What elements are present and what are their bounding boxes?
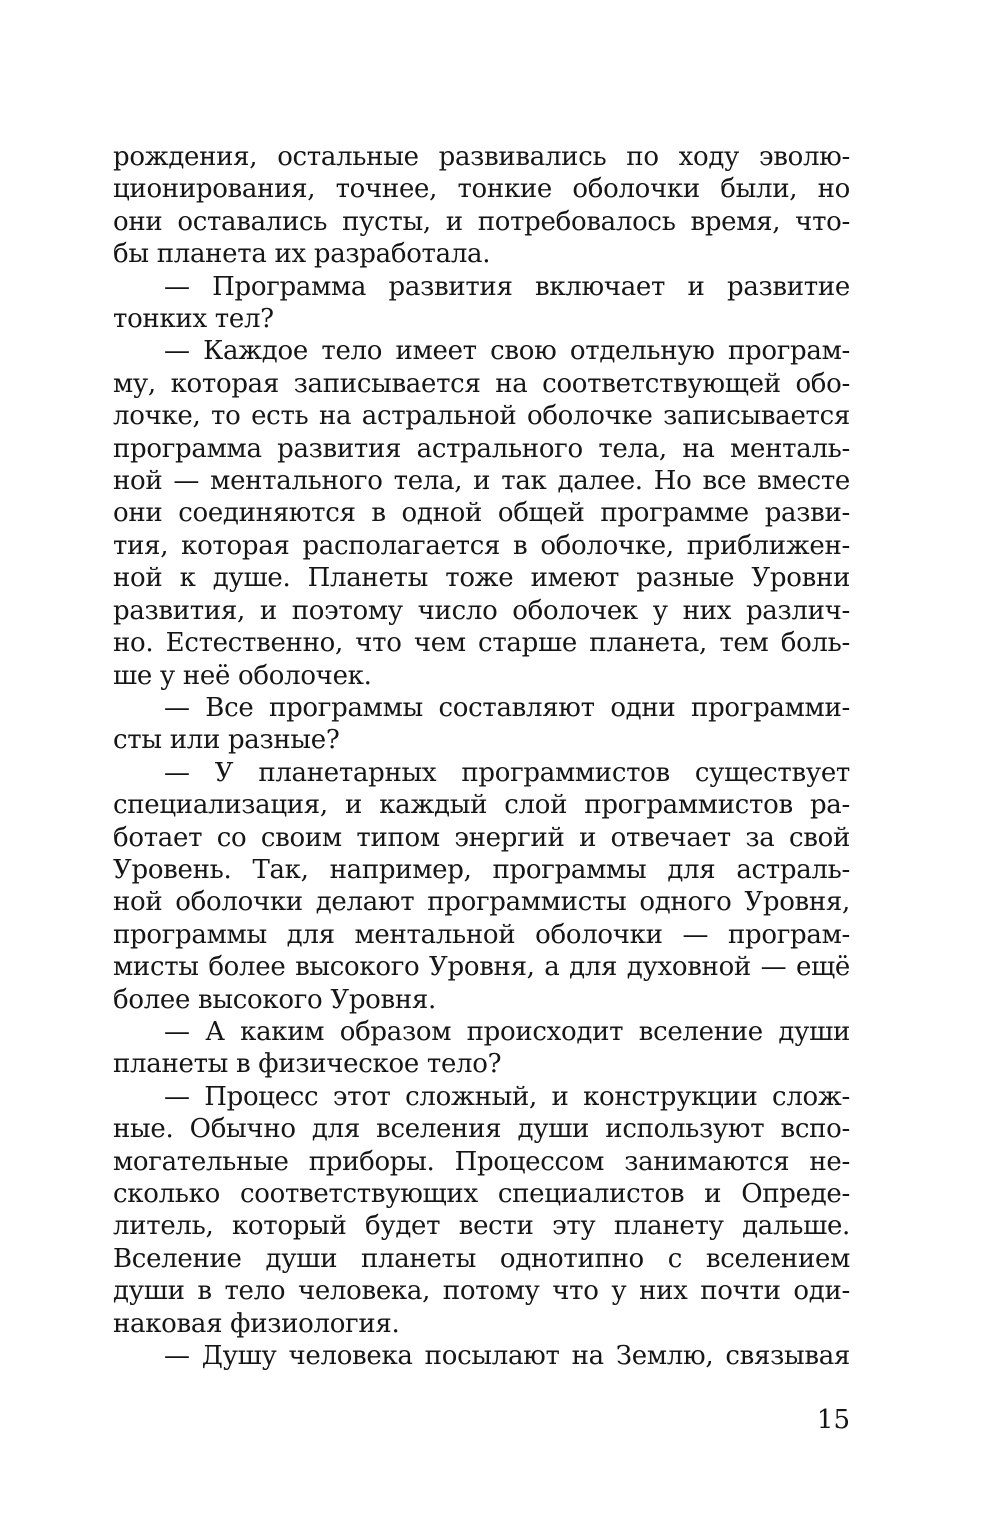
text-line: тонких тел?	[113, 304, 274, 335]
text-line: более высокого Уровня.	[113, 984, 436, 1015]
text-line: — Каждое тело имеет свою отдельную програм-	[164, 336, 850, 367]
text-line: ше у неё оболочек.	[113, 660, 372, 691]
text-line: они соединяются в одной общей программе разви-	[113, 498, 850, 529]
text-line: наковая физиология.	[113, 1308, 400, 1339]
text-line: лочке, то есть на астральной оболочке записывается	[113, 401, 850, 432]
text-line: — Душу человека посылают на Землю, связывая	[164, 1341, 850, 1372]
text-line: сты или разные?	[113, 725, 340, 756]
text-line: — Процесс этот сложный, и конструкции слож-	[164, 1081, 850, 1112]
text-line: ные. Обычно для вселения души используют вспо-	[113, 1114, 850, 1145]
text-line: — Все программы составляют одни программи-	[164, 692, 850, 723]
text-line: Уровень. Так, например, программы для астраль-	[113, 854, 850, 885]
text-line: развития, и поэтому число оболочек у них различ-	[113, 595, 850, 626]
text-line: ной — ментального тела, и так далее. Но все вместе	[113, 466, 850, 497]
text-line: программа развития астрального тела, на менталь-	[113, 433, 850, 464]
text-line: мисты более высокого Уровня, а для духовной — ещё	[113, 952, 850, 983]
text-line: бы планета их разработала.	[113, 239, 491, 270]
text-line: души в тело человека, потому что у них почти оди-	[113, 1276, 850, 1307]
text-line: но. Естественно, что чем старше планета, тем боль-	[113, 628, 850, 659]
text-line: рождения, остальные развивались по ходу эволю-	[113, 142, 850, 172]
text-line: литель, который будет вести эту планету дальше.	[113, 1211, 850, 1242]
page-text	[113, 141, 850, 1372]
text-line: специализация, и каждый слой программистов ра-	[113, 790, 850, 821]
text-line: сколько соответствующих специалистов и Опреде-	[113, 1179, 850, 1209]
text-line: ной к душе. Планеты тоже имеют разные Уровни	[113, 563, 850, 594]
text-line: они оставались пусты, и потребовалось время, что-	[113, 206, 850, 237]
text-line: могательные приборы. Процессом занимаются не-	[113, 1146, 850, 1177]
text-line: — У планетарных программистов существует	[164, 757, 850, 788]
text-line: программы для ментальной оболочки — програм-	[113, 919, 850, 950]
text-line: Вселение души планеты однотипно с вселением	[113, 1243, 850, 1274]
text-line: му, которая записывается на соответствующей обо-	[113, 368, 850, 399]
text-line: ботает со своим типом энергий и отвечает за свой	[113, 822, 850, 853]
text-line: — А каким образом происходит вселение души	[164, 1016, 850, 1047]
text-line: ной оболочки делают программисты одного Уровня,	[113, 887, 850, 918]
page-number: 15	[816, 1405, 850, 1435]
text-line: ционирования, точнее, тонкие оболочки были, но	[113, 174, 850, 205]
text-line: — Программа развития включает и развитие	[164, 271, 850, 302]
text-line: тия, которая располагается в оболочке, приближен-	[113, 530, 850, 561]
text-line: планеты в физическое тело?	[113, 1049, 502, 1080]
